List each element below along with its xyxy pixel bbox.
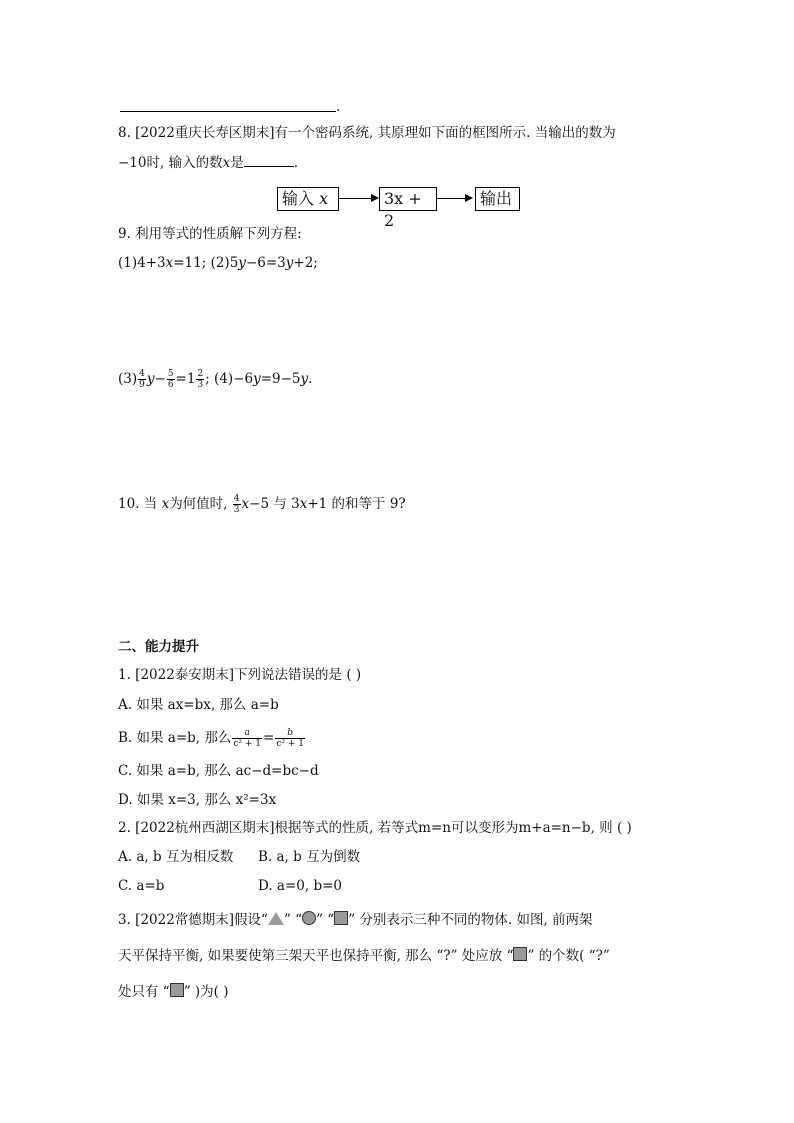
square-icon (334, 911, 348, 925)
p2-option-c: C. a=b (118, 878, 165, 894)
fraction: $\frac{a}{\text{c² + 1}}$ (233, 728, 262, 749)
fraction: $\frac{4}{9}$ (139, 369, 145, 390)
square-icon (170, 983, 184, 997)
triangle-icon (268, 912, 284, 925)
p1-option-a: A. 如果 ax=bx, 那么 a=b (118, 697, 279, 713)
flow-input-box: 输入 x (277, 187, 339, 211)
q9-title: 9. 利用等式的性质解下列方程: (118, 226, 302, 242)
p2-option-b: B. a, b 互为倒数 (258, 849, 361, 865)
section-title: 二、能力提升 (118, 639, 199, 655)
flow-arrow-1 (339, 198, 373, 199)
answer-blank (120, 111, 336, 112)
flow-arrow-2 (437, 198, 467, 199)
p1-option-b: B. 如果 a=b, 那么 $\frac{a}{\text{c² + 1}}$ = $\frac{b}{\text{c² + 1}}$ (118, 728, 304, 749)
q8-answer-blank (244, 154, 294, 167)
p1-stem: 1. [2022泰安期末]下列说法错误的是 ( ) (118, 667, 362, 683)
square-icon (513, 947, 527, 961)
circle-icon (302, 911, 316, 925)
p3-line3: 处只有 “ ” )为( ) (118, 984, 229, 1000)
fraction: $\frac{2}{3}$ (197, 369, 204, 390)
fraction: $\frac{5}{6}$ (167, 369, 174, 390)
q8-line1: 8. [2022重庆长寿区期末]有一个密码系统, 其原理如下面的框图所示. 当输出的数为 (118, 125, 616, 141)
q9-parts-3-4: (3) $\frac{4}{9}$ y− $\frac{5}{6}$ =1 $\frac{2}{3}$ ; (4)−6y=9−5y. (118, 369, 313, 390)
p2-option-a: A. a, b 互为相反数 (118, 849, 234, 865)
p3-line2: 天平保持平衡, 如果要使第三架天平也保持平衡, 那么 “?” 处应放 “ ” 的个数( “?” (118, 948, 610, 964)
q8-line2: −10时, 输入的数x是 . (118, 155, 298, 171)
q7-tail: . (336, 99, 341, 115)
fraction: $\frac{b}{\text{c² + 1}}$ (276, 728, 304, 749)
fraction: $\frac{4}{3}$ (233, 494, 240, 515)
flow-arrowhead-2 (465, 194, 473, 202)
p3-line1: 3. [2022常德期末]假设“ ” “ ” “ ” 分别表示三种不同的物体. 如图, 前两架 (118, 912, 593, 928)
flow-expr-box: 3x + 2 (379, 187, 437, 211)
p2-stem: 2. [2022杭州西湖区期末]根据等式的性质, 若等式m=n可以变形为m+a=n−b, 则 ( ) (118, 820, 632, 836)
p1-option-d: D. 如果 x=3, 那么 x²=3x (118, 792, 277, 808)
flow-output-box: 输出 (475, 187, 520, 211)
q9-parts-1-2: (1)4+3x=11; (2)5y−6=3y+2; (118, 255, 318, 271)
flow-arrowhead-1 (371, 194, 379, 202)
p2-option-d: D. a=0, b=0 (258, 878, 342, 894)
q10: 10. 当 x为何值时, $\frac{4}{3}$ x−5 与 3x+1 的和等于 9? (118, 494, 406, 515)
p1-option-c: C. 如果 a=b, 那么 ac−d=bc−d (118, 763, 319, 779)
